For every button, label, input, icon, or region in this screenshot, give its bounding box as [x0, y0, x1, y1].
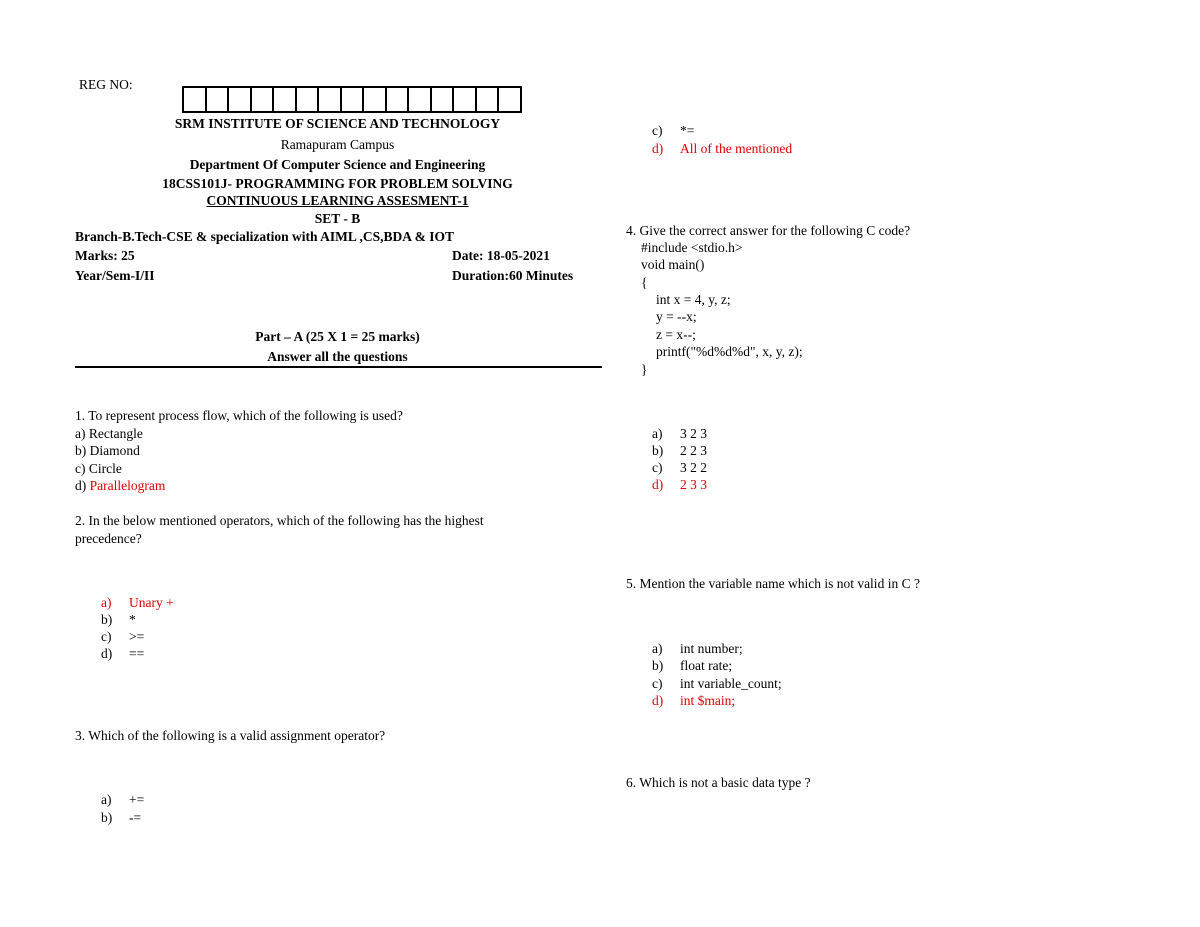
reg-no-box	[454, 88, 477, 111]
code-line: printf("%d%d%d", x, y, z);	[656, 344, 803, 359]
question-2-option-b	[101, 612, 136, 628]
option-label: c)	[101, 629, 112, 644]
option-label: c)	[652, 123, 663, 138]
option-text: Diamond	[89, 443, 140, 458]
question-1-option-c	[75, 461, 122, 477]
option-label: d)	[101, 646, 113, 661]
option-label: a)	[101, 595, 112, 610]
option-text: *	[129, 612, 136, 627]
question-3-option-c	[652, 123, 694, 139]
duration-info: Duration:60 Minutes	[452, 268, 574, 283]
header-divider	[75, 366, 602, 368]
question-5-text: 5. Mention the variable name which is not valid in C ?	[626, 576, 920, 591]
correct-option-text: 2 3 3	[680, 477, 707, 492]
code-line: #include <stdio.h>	[641, 240, 743, 255]
option-text: Circle	[88, 461, 122, 476]
date-info: Date: 18-05-2021	[452, 248, 550, 263]
code-line: int x = 4, y, z;	[656, 292, 731, 307]
reg-no-box	[184, 88, 207, 111]
question-1-option-d	[75, 478, 165, 494]
question-2-text-line1: 2. In the below mentioned operators, which of the following has the highest	[75, 513, 484, 528]
option-label: a)	[75, 426, 86, 441]
option-text: 3 2 3	[680, 426, 707, 441]
option-label: a)	[652, 641, 663, 656]
code-line: {	[641, 275, 648, 290]
question-3-option-b	[101, 810, 141, 826]
option-text: ==	[129, 646, 145, 661]
code-line: void main()	[641, 257, 705, 272]
reg-no-box	[477, 88, 500, 111]
reg-no-box	[297, 88, 320, 111]
institute-name: SRM INSTITUTE OF SCIENCE AND TECHNOLOGY	[174, 116, 501, 131]
option-label: b)	[652, 443, 664, 458]
reg-no-box	[342, 88, 365, 111]
year-sem-info: Year/Sem-I/II	[75, 268, 155, 283]
option-text: int number;	[680, 641, 743, 656]
question-2-option-a	[101, 595, 174, 611]
option-text: 2 2 3	[680, 443, 707, 458]
option-label: d)	[75, 478, 87, 493]
question-4-text: 4. Give the correct answer for the following C code?	[626, 223, 911, 238]
reg-no-box	[364, 88, 387, 111]
question-3-text: 3. Which of the following is a valid assignment operator?	[75, 728, 386, 743]
question-2-text-line2: precedence?	[75, 531, 142, 546]
question-2-option-d	[101, 646, 144, 662]
correct-option-text: Unary +	[129, 595, 174, 610]
assessment-title: CONTINUOUS LEARNING ASSESMENT-1	[206, 193, 469, 208]
branch-info: Branch-B.Tech-CSE & specialization with AIML ,CS,BDA & IOT	[75, 229, 455, 244]
option-label: b)	[101, 810, 113, 825]
reg-no-box	[409, 88, 432, 111]
question-4-option-d	[652, 477, 707, 493]
option-text: Rectangle	[88, 426, 143, 441]
correct-option-text: All of the mentioned	[680, 141, 793, 156]
option-label: c)	[75, 461, 86, 476]
question-5-option-a	[652, 641, 743, 657]
question-2-option-c	[101, 629, 144, 645]
option-label: c)	[652, 460, 663, 475]
reg-no-box	[229, 88, 252, 111]
question-3-option-a	[101, 792, 144, 808]
option-label: d)	[652, 693, 664, 708]
option-label: b)	[75, 443, 87, 458]
reg-no-label: REG NO:	[79, 77, 133, 92]
part-heading: Part – A (25 X 1 = 25 marks)	[255, 329, 420, 344]
option-label: c)	[652, 676, 663, 691]
question-6-text: 6. Which is not a basic data type ?	[626, 775, 811, 790]
reg-no-box	[252, 88, 275, 111]
question-4-option-a	[652, 426, 707, 442]
reg-no-box	[319, 88, 342, 111]
campus-name: Ramapuram Campus	[280, 137, 395, 152]
option-label: d)	[652, 477, 664, 492]
option-label: b)	[101, 612, 113, 627]
question-4-option-c	[652, 460, 707, 476]
option-text: 3 2 2	[680, 460, 707, 475]
option-text: float rate;	[680, 658, 733, 673]
question-5-option-c	[652, 676, 782, 692]
correct-option-text: Parallelogram	[89, 478, 166, 493]
question-1-option-a	[75, 426, 143, 442]
code-line: z = x--;	[656, 327, 696, 342]
reg-no-boxes	[182, 86, 522, 113]
option-text: int variable_count;	[680, 676, 782, 691]
question-5-option-d	[652, 693, 735, 709]
option-label: b)	[652, 658, 664, 673]
option-label: a)	[652, 426, 663, 441]
code-line: y = --x;	[656, 309, 697, 324]
reg-no-box	[207, 88, 230, 111]
reg-no-box	[499, 88, 522, 111]
reg-no-box	[432, 88, 455, 111]
question-1-option-b	[75, 443, 140, 459]
instruction-text: Answer all the questions	[267, 349, 408, 364]
option-text: >=	[129, 629, 145, 644]
question-3-option-d	[652, 141, 792, 157]
department-name: Department Of Computer Science and Engineering	[189, 157, 486, 172]
question-4-option-b	[652, 443, 707, 459]
question-1-text: 1. To represent process flow, which of the following is used?	[75, 408, 403, 423]
set-label: SET - B	[314, 211, 361, 226]
code-line: }	[641, 362, 648, 377]
reg-no-box	[387, 88, 410, 111]
option-text: -=	[129, 810, 142, 825]
question-5-option-b	[652, 658, 732, 674]
reg-no-box	[274, 88, 297, 111]
option-text: +=	[129, 792, 145, 807]
option-label: a)	[101, 792, 112, 807]
option-label: d)	[652, 141, 664, 156]
option-text: *=	[680, 123, 695, 138]
marks-info: Marks: 25	[75, 248, 135, 263]
correct-option-text: int $main;	[680, 693, 736, 708]
course-title: 18CSS101J- PROGRAMMING FOR PROBLEM SOLVING	[162, 176, 513, 191]
